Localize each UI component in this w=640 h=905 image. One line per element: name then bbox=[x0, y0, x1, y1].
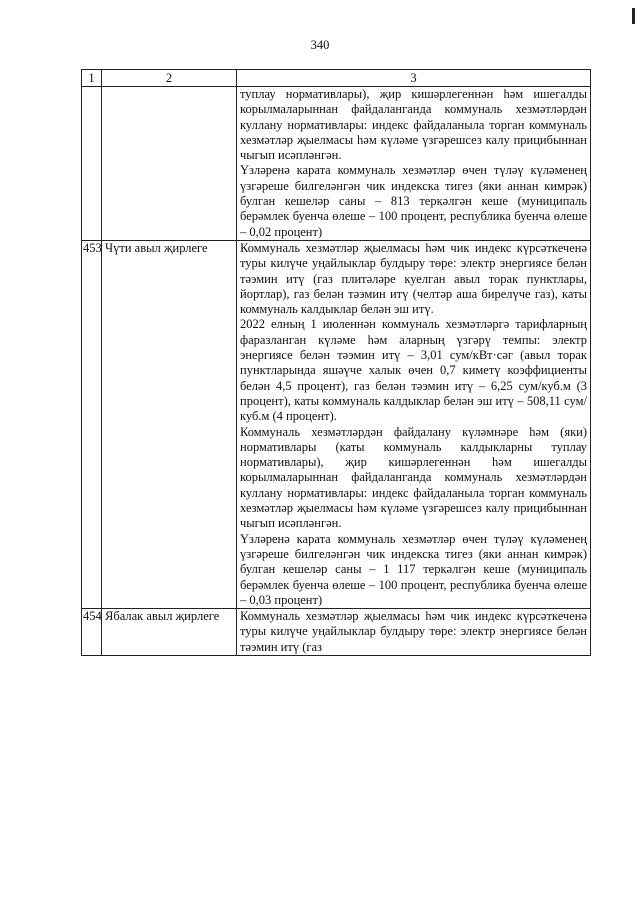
header-col-2: 2 bbox=[102, 70, 237, 87]
table-row bbox=[82, 87, 591, 241]
page-number: 340 bbox=[310, 38, 330, 52]
paragraph: 2022 елның 1 июленнән коммуналь хезмәтләргә тарифларның фаразланган күләме һәм аларның үзгәрү темпы: электр энергиясе белән тәэмин итү – 3,01 сум/кВт·сәг (авыл торак пунктларында яшәүче халык өчен 0,7 киметү коэффициенты белән 4,5 процент), газ белән тәэмин итү – 6,25 сум/куб.м (3 процент), каты коммуналь калдыклар белән эш итү – 508,11 сум/куб.м (4 процент). bbox=[240, 317, 587, 424]
row-description bbox=[237, 240, 591, 608]
page-corner-mark bbox=[632, 8, 635, 24]
row-number bbox=[82, 87, 102, 241]
settlement-name: Ябалак авыл җирлеге bbox=[102, 609, 237, 656]
row-description bbox=[237, 87, 591, 241]
paragraph: Үзләренә карата коммуналь хезмәтләр өчен түләү күләменең үзгәреше билгеләнгән чик индекска тигез (яки аннан кимрәк) булган кешеләр саны – 813 теркәлгән кеше (муниципаль берәмлек буенча өлеше – 100 процент, республика буенча өлеше – 0,02 процент) bbox=[240, 163, 587, 239]
table-header-row bbox=[82, 70, 591, 87]
settlement-name: Чүти авыл җирлеге bbox=[102, 240, 237, 608]
row-number: 454 bbox=[82, 609, 102, 656]
paragraph: туплау нормативлары), җир кишәрлегеннән һәм ишегалды корылмаларыннан файдаланганда коммуналь хезмәтләрдән куллану нормативлары: индекс файдаланыла торган коммуналь хезмәтләр җыелмасы һәм күләме үзгәрешсез калу прицибыннан чыгып исәпләнгән. bbox=[240, 87, 587, 163]
row-description bbox=[237, 609, 591, 656]
data-table bbox=[81, 69, 591, 656]
table-row bbox=[82, 609, 591, 656]
paragraph: Коммуналь хезмәтләр җыелмасы һәм чик индекс күрсәткеченә туры килүче уңайлыклар булдыру төре: электр энергиясе белән тәэмин итү (газ bbox=[240, 609, 587, 654]
paragraph: Коммуналь хезмәтләр җыелмасы һәм чик индекс күрсәткеченә туры килүче уңайлыклар булдыру төре: электр энергиясе белән тәэмин итү (газ плитәләре куелган авыл торак пунктлары, йортлар), газ белән тәэмин итү (челтәр аша бирелүче газ), каты коммуналь калдыклар белән эш итү. bbox=[240, 240, 587, 317]
row-number: 453 bbox=[82, 240, 102, 608]
header-col-1: 1 bbox=[82, 70, 102, 87]
paragraph: Үзләренә карата коммуналь хезмәтләр өчен түләү күләменең үзгәреше билгеләнгән чик индекска тигез (яки аннан кимрәк) булган кешеләр саны – 1 117 теркәлгән кеше (муниципаль берәмлек буенча өлеше – 100 процент, республика буенча өлеше – 0,03 процент) bbox=[240, 531, 587, 607]
header-col-3: 3 bbox=[237, 70, 591, 87]
settlement-name bbox=[102, 87, 237, 241]
paragraph: Коммуналь хезмәтләрдән файдалану күләмнәре һәм (яки) нормативлары (каты коммуналь калдыкларны туплау нормативлары), җир кишәрлегеннән һәм ишегалды корылмаларыннан файдаланганда коммуналь хезмәтләрдән куллану нормативлары: индекс файдаланыла торган коммуналь хезмәтләр җыелмасы һәм күләме үзгәрешсез калу прицибыннан чыгып исәпләнгән. bbox=[240, 424, 587, 531]
table-row bbox=[82, 240, 591, 608]
